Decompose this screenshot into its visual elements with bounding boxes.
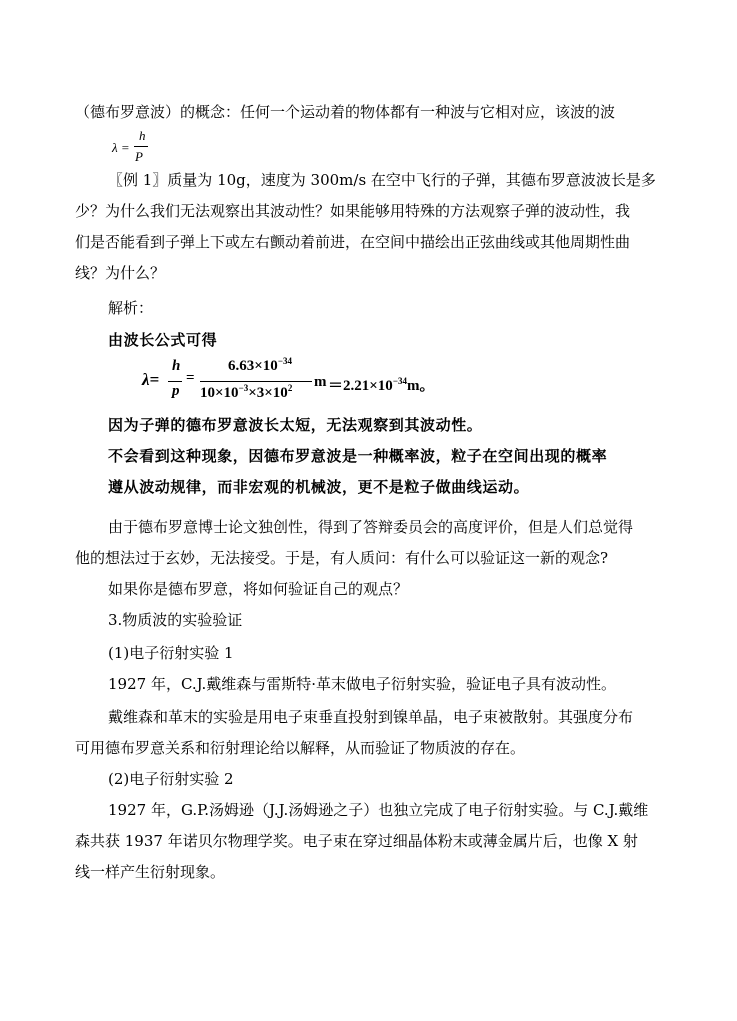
wavelength-calculation [142, 356, 502, 408]
solution-line-3: 不会看到这种现象，因德布罗意波是一种概率波，粒子在空间出现的概率 [108, 447, 608, 465]
denominator-value [200, 385, 292, 402]
denominator-part-b: ×3×10 [248, 385, 288, 401]
result-exponent: −34 [392, 376, 407, 386]
paragraph-6-line-1: 1927 年，G.P.汤姆逊（J.J.汤姆逊之子）也独立完成了电子衍射实验。与 C.J.戴维 [108, 801, 649, 819]
solution-line-1: 由波长公式可得 [108, 331, 218, 349]
denominator-part-a: 10×10 [200, 385, 239, 401]
formula-numerator: h [139, 128, 146, 143]
example-line-3: 们是否能看到子弹上下或左右颤动着前进，在空间中描绘出正弦曲线或其他周期性曲 [75, 233, 631, 251]
solution-line-4: 遵从波动规律，而非宏观的机械波，更不是粒子做曲线运动。 [108, 478, 530, 496]
numerator-exponent: −34 [277, 356, 292, 366]
numerator-value [228, 358, 292, 375]
equals-sign: = [186, 370, 195, 386]
example-line-4: 线？为什么？ [75, 264, 166, 282]
result-unit: m。 [406, 378, 435, 394]
paragraph-2-line-2: 他的想法过于玄妙，无法接受。于是，有人质问：有什么可以验证这一新的观念? [75, 549, 609, 567]
paragraph-2-line-1: 由于德布罗意博士论文独创性，得到了答辩委员会的高度评价，但是人们总觉得 [108, 518, 634, 536]
de-broglie-formula-small [112, 128, 172, 168]
result-value [328, 374, 434, 395]
paragraph-5-line-1: 戴维森和革末的实验是用电子束垂直投射到镍单晶，电子束被散射。其强度分布 [108, 708, 634, 726]
subheading-experiment-2: (2)电子衍射实验 2 [108, 770, 234, 788]
paragraph-6-line-2: 森共获 1937 年诺贝尔物理学奖。电子束在穿过细晶体粉末或薄金属片后，也像 X 射 [75, 832, 638, 850]
concept-line: （德布罗意波）的概念：任何一个运动着的物体都有一种波与它相对应，该波的波 [75, 103, 616, 121]
denominator-exp-a: −3 [238, 383, 249, 393]
formula-denominator: P [135, 149, 143, 164]
numerator-base: 6.63×10 [228, 358, 278, 374]
paragraph-4: 1927 年，C.J.戴维森与雷斯特·革末做电子衍射实验，验证电子具有波动性。 [108, 675, 617, 693]
result-base: ＝2.21×10 [328, 378, 393, 394]
example-line-2: 少？为什么我们无法观察出其波动性？如果能够用特殊的方法观察子弹的波动性，我 [75, 202, 631, 220]
paragraph-3: 如果你是德布罗意，将如何验证自己的观点？ [108, 580, 409, 598]
big-frac-bar-2 [200, 381, 312, 382]
solution-line-2: 因为子弹的德布罗意波长太短，无法观察到其波动性。 [108, 416, 483, 434]
paragraph-6-line-3: 线一样产生衍射现象。 [75, 863, 226, 881]
denominator-exp-b: 2 [287, 383, 293, 393]
paragraph-5-line-2: 可用德布罗意关系和衍射理论给以解释，从而验证了物质波的存在。 [75, 739, 526, 757]
subheading-experiment-1: (1)电子衍射实验 1 [108, 644, 234, 662]
lambda-lhs: λ = [112, 140, 130, 155]
big-frac-denominator: p [172, 383, 180, 399]
example-line-1: 〖例 1〗质量为 10g，速度为 300m/s 在空中飞行的子弹，其德布罗意波波长是多 [108, 171, 656, 189]
big-frac-numerator: h [172, 358, 181, 374]
analysis-label: 解析： [108, 299, 154, 317]
lambda-symbol: λ= [142, 370, 160, 389]
section-heading-3: 3.物质波的实验验证 [108, 611, 243, 629]
big-frac-bar-1 [168, 381, 182, 382]
fraction-bar [134, 146, 148, 147]
unit-m: m [314, 374, 327, 390]
